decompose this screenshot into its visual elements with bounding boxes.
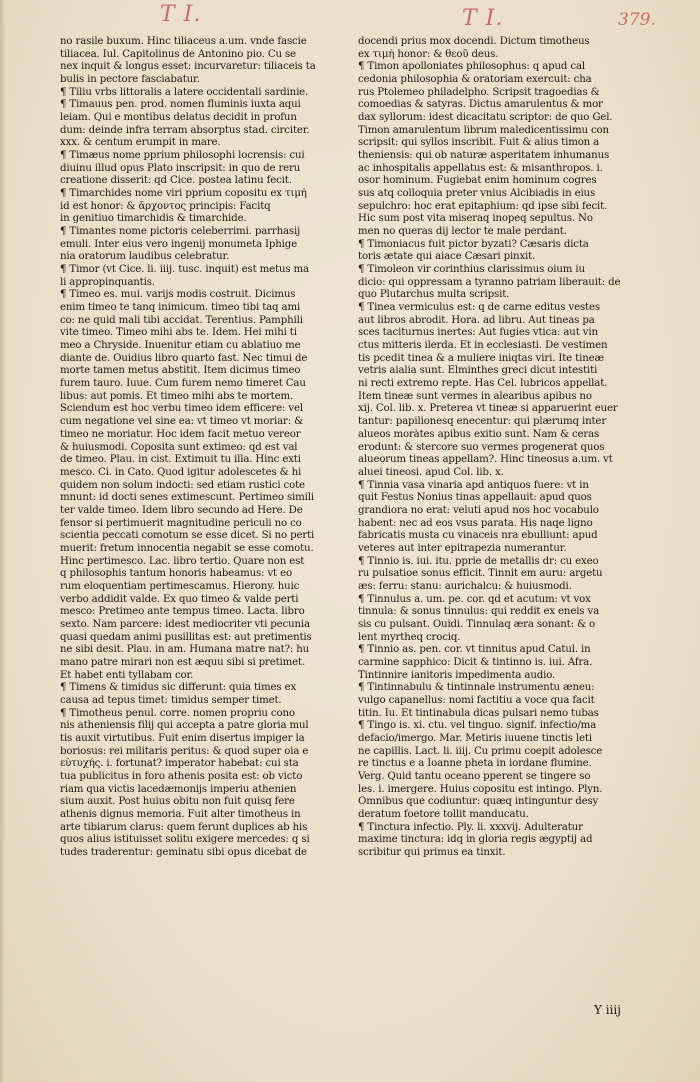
text-line: vulgo capanellus: nomi factitiu a voce qua facit [358, 694, 595, 706]
text-line: mano patre mirari non est æquu sibi si pretimet. [60, 656, 306, 668]
text-line: ¶ Timens & timidus sic differunt: quia times ex [60, 682, 297, 694]
text-line: ¶ Timauus pen. prod. nomen fluminis iuxta aqui [60, 99, 301, 111]
text-line: ne sibi desit. Plau. in am. Humana matre nat?: hu [60, 644, 310, 656]
text-line: bulis in pectore fasciabatur. [60, 74, 200, 86]
text-line: sexto. Nam parcere: idest mediocriter vti pecunia [60, 618, 310, 630]
running-head-right: T I. [462, 6, 504, 31]
text-line: ex τιμή honor: & θεοῦ deus. [358, 48, 499, 60]
text-line: ¶ Tinnia vasa vinaria apd antiquos fuere: vt in [358, 479, 589, 491]
text-line: sium auxit. Post huius obitu non fuit quisq fere [60, 796, 295, 808]
text-line: defacio/imergo. Mar. Metiris iuuene tinctis leti [358, 732, 592, 744]
text-column-left [60, 36, 332, 860]
text-line: leiam. Qui e montibus delatus decidit in profun [60, 112, 297, 124]
text-line: maxime tinctura: idq in gloria regis ægyptij ad [358, 834, 593, 846]
text-line: ¶ Tinctura infectio. Ply. li. xxxvij. Adulteratur [358, 821, 583, 833]
folio-number: 379. [618, 10, 656, 30]
text-line: Omnibus que codiuntur: quæq intinguntur desy [358, 796, 599, 808]
text-line: scientia peccati comotum se esse dicet. Si no perti [60, 530, 315, 542]
text-line: nex inquit & longus esset: incurvaretur: tiliaceis ta [60, 61, 316, 73]
text-line: fabricatis musta cu vinaceis nra ebulliunt: apud [358, 530, 598, 542]
text-line: les. i. imergere. Huius copositu est intingo. Plyn. [358, 783, 603, 795]
text-line: enim timeo te tanq inimicum. timeo tibi taq ami [60, 302, 301, 314]
text-line: sis cu pulsant. Ouidi. Tinnulaq æra sonant: & o [358, 618, 595, 630]
text-line: ru pulsatioe sonus efficit. Tinnit em auru: argetu [358, 568, 603, 580]
text-line: quos alius istituisset solitu exigere mercedes: q si [60, 834, 310, 846]
text-line: ¶ Timor (vt Cice. li. iiij. tusc. inquit) est metus ma [60, 264, 309, 276]
text-line: tis auxit virtutibus. Fuit enim disertus impiger la [60, 732, 305, 744]
text-line: sces taciturnus inertes: Aut fugies vtica: aut vin [358, 327, 598, 339]
text-line: scribitur qui primus ea tinxit. [358, 847, 506, 858]
text-line: quidem non solum indocti: sed etiam rustici cote [60, 479, 305, 491]
text-line: tiliacea. Iul. Capitolinus de Antonino pio. Cu se [60, 48, 296, 60]
text-line: tinnula: & sonus tinnulus: qui reddit ex eneis va [358, 606, 599, 618]
text-line: veteres aut inter epitrapezia numerantur. [358, 542, 567, 554]
text-line: toris ætate qui aiace Cæsari pinxit. [358, 251, 536, 263]
text-line: furem tauro. Iuue. Cum furem nemo timeret Cau [60, 378, 306, 390]
text-line: alueorum tineas appellam?. Hinc tineosus a.um. vt [358, 454, 613, 466]
text-line: Tintinnire ianitoris impedimenta audio. [358, 669, 556, 681]
text-line: ¶ Timoleon vir corinthius clarissimus oium iu [358, 264, 585, 276]
signature-mark: Y iiij [594, 1003, 621, 1017]
text-line: diuinu illud opus Plato inscripsit: in quo de reru [60, 162, 301, 174]
text-line: habent: nec ad eos vsus parata. His naqe ligno [358, 517, 593, 529]
text-line: ¶ Tiliu vrbs littoralis a latere occidentali sardinie. [60, 86, 309, 98]
text-line: li appropinquantis. [60, 276, 155, 288]
text-line: tua publicitus in foro athenis posita est: ob victo [60, 770, 303, 782]
text-line: arte tibiarum clarus: quem ferunt duplices ab his [60, 821, 308, 833]
text-line: q philosophis tantum honoris habeamus: vt eo [60, 568, 292, 580]
text-line: ¶ Tinea vermiculus est: q de carne editus vestes [358, 302, 600, 314]
text-line: rum eloquentiam pertimescamus. Hierony. huic [60, 580, 300, 592]
text-line: in genitiuo timarchidis & timarchide. [60, 213, 247, 225]
text-line: theniensis: qui ob naturæ asperitatem inhumanus [358, 150, 610, 162]
text-line: vetris aialia sunt. Elminthes greci dicut intestiti [358, 365, 598, 377]
text-line: comoedias & satyras. Dictus amarulentus & mor [358, 99, 603, 111]
text-line: osor hominum. Fugiebat enim hominum cogres [358, 175, 597, 187]
text-line: mesco: Pretimeo ante tempus timeo. Lacta. libro [60, 606, 305, 618]
text-line: Timon amarulentum librum maledicentissimu con [358, 124, 609, 136]
text-line: cum negatione vel sine ea: vt timeo vt moriar: & [60, 416, 304, 428]
text-line: nia oratorum laudibus celebratur. [60, 251, 230, 263]
text-line: riam qua victis lacedæmonijs imperiu athenien [60, 783, 297, 795]
text-line: docendi prius mox docendi. Dictum timotheus [358, 36, 590, 47]
text-line: Sciendum est hoc verbu timeo idem efficere: vel [60, 403, 303, 415]
text-line: ¶ Tintinnabulu & tintinnale instrumentu æneu: [358, 682, 595, 694]
text-line: creatione disserit: qd Cice. postea latinu fecit. [60, 175, 292, 187]
text-line: æs: ferru: stanu: aurichalcu: & huiusmodi. [358, 580, 572, 592]
text-line: ac inhospitalis appellatus est: & misanthropos. i. [358, 162, 603, 174]
text-column-right [358, 36, 630, 860]
text-line: ¶ Timeo es. mui. varijs modis costruit. Dicimus [60, 289, 296, 301]
text-line: ¶ Timantes nome pictoris celeberrimi. parrhasij [60, 226, 301, 238]
text-line: ¶ Timon apolloniates philosophus: q apud cal [358, 61, 585, 73]
text-line: Et habet enti tyllabam cor. [60, 669, 194, 681]
text-line: id est honor: & ἄρχοντος principis: Facitq [60, 200, 271, 212]
text-line: Hinc pertimesco. Lac. libro tertio. Quare non est [60, 555, 305, 567]
text-line: verbo addidit valde. Ex quo timeo & valde perti [60, 593, 299, 605]
text-line: rus Ptolemeo philadelpho. Scripsit tragoedias & [358, 86, 600, 98]
text-line: muerit: fretum innocentia negabit se esse comotu. [60, 542, 314, 554]
text-line: lent myrtheq crociq. [358, 631, 461, 643]
text-line: ¶ Timæus nome pprium philosophi locrensis: cui [60, 150, 305, 162]
text-line: Hic sum post vita miseraq inopeq sepultus. No [358, 213, 593, 225]
text-line: tis pcedit tinea & a muliere iniqtas viri. Ite tineæ [358, 352, 604, 364]
text-line: ¶ Timoniacus fuit pictor byzati? Cæsaris dicta [358, 238, 589, 250]
text-line: co: ne quid mali tibi accidat. Terentius. Pamphili [60, 314, 303, 326]
text-line: ¶ Tinnulus a. um. pe. cor. qd et acutum: vt vox [358, 593, 591, 605]
text-line: ni recti extremo repte. Has Cel. lubricos appellat. [358, 378, 608, 390]
text-line: εὐτυχής. i. fortunat? imperator habebat: cui sta [60, 758, 299, 770]
text-line: ctus mitteris ilerda. Et in ecclesiasti. De vestimen [358, 340, 608, 352]
text-line: carmine sapphico: Dicit & tintinno is. iui. Afra. [358, 656, 593, 668]
text-line: men no queras dij lector te male perdant. [358, 226, 567, 238]
text-line: & huiusmodi. Coposita sunt extimeo: qd est val [60, 441, 298, 453]
text-line: quit Festus Nonius tinas appellauit: apud quos [358, 492, 592, 504]
text-line: aluei tineosi. apud Col. lib. x. [358, 466, 504, 478]
text-line: mesco. Ci. in Cato. Quod igitur adolescetes & hi [60, 466, 302, 478]
text-line: fensor si pertimuerit magnitudine periculi no co [60, 517, 302, 529]
text-line: sepulchro: hoc erat epitaphium: qd ipse sibi fecit. [358, 200, 608, 212]
text-line: xij. Col. lib. x. Preterea vt tineæ si apparuerint euer [358, 403, 618, 415]
text-line: xxx. & centum erumpit in mare. [60, 137, 221, 149]
text-line: titin. Iu. Et tintinabula dicas pulsari nemo tubas [358, 707, 599, 719]
text-line: causa ad tepus timet: timidus semper timet. [60, 694, 282, 706]
text-line: alueos moràtes apibus exitio sunt. Nam & ceras [358, 428, 600, 440]
text-line: dicio: qui oppressam a tyranno patriam liberauit: de [358, 276, 621, 288]
text-line: libus: aut pomis. Et timeo mihi abs te mortem. [60, 390, 294, 402]
text-line: tudes traderentur: geminatu sibi opus dicebat de [60, 847, 307, 858]
text-line: dax syllorum: idest dicacitatu scriptor: de quo Gel. [358, 112, 613, 124]
text-line: timeo ne moriatur. Hoc idem facit metuo vereor [60, 428, 301, 440]
text-line: de timeo. Plau. in cist. Extimuit tu illa. Hinc exti [60, 454, 301, 466]
text-line: emuli. Inter eius vero ingenij monumeta Iphige [60, 238, 298, 250]
text-line: scripsit: qui syllos inscribit. Fuit & alius timon a [358, 137, 600, 149]
text-line: nis atheniensis filij qui accepta a patre gloria mul [60, 720, 309, 732]
text-line: erodunt: & stercore suo vermes progenerat quos [358, 441, 605, 453]
text-line: boriosus: rei militaris peritus: & quod super oia e [60, 745, 309, 757]
text-line: ne capillis. Lact. li. iiij. Cu primu coepit adolesce [358, 745, 603, 757]
text-line: ¶ Tinnio as. pen. cor. vt tinnitus apud Catul. in [358, 644, 591, 656]
text-line: athenis dignus memoria. Fuit alter timotheus in [60, 808, 301, 820]
text-line: ¶ Tingo is. xi. ctu. vel tinguo. signif. infectio/ma [358, 720, 597, 732]
text-line: tantur: papilionesq enecentur: qui plærumq inter [358, 416, 607, 428]
text-line: dum: deinde infra terram absorptus stad. circiter. [60, 124, 310, 136]
text-line: diante de. Ouidius libro quarto fast. Nec timui de [60, 352, 308, 364]
text-line: ¶ Tinnio is. iui. itu. pprie de metallis dr: cu exeo [358, 555, 599, 567]
text-line: quasi quedam animi pusillitas est: aut pretimentis [60, 631, 312, 643]
text-line: Verg. Quid tantu oceano pperent se tingere so [358, 770, 591, 782]
text-line: ¶ Timotheus penul. corre. nomen propriu cono [60, 707, 295, 719]
text-line: mnunt: id docti senes extimescunt. Pertimeo simili [60, 492, 314, 504]
text-line: grandiora no erat: veluti apud nos hoc vocabulo [358, 504, 599, 516]
text-line: ter valde timeo. Idem libro secundo ad Here. De [60, 504, 303, 516]
text-line: no rasile buxum. Hinc tiliaceus a.um. vnde fascie [60, 36, 307, 47]
text-line: morte tamen metus abstitit. Item dicimus timeo [60, 365, 301, 377]
text-line: meo a Chryside. Inuenitur etiam cu ablatiuo me [60, 340, 301, 352]
text-line: re tinctus e a Ioanne pheta in iordane flumine. [358, 758, 592, 770]
text-line: cedonia philosophia & oratoriam exercuit: cha [358, 74, 592, 86]
running-head-left: T I. [160, 2, 202, 27]
text-line: vite timeo. Timeo mihi abs te. Idem. Hei mihi ti [60, 327, 297, 339]
text-line: deratum foetore tollit manducatu. [358, 808, 529, 820]
text-line: Item tineæ sunt vermes in alearibus apibus no [358, 390, 592, 402]
page-gutter-edge [0, 0, 6, 1082]
text-line: aut libros abrodit. Hora. ad libru. Aut tineas pa [358, 314, 595, 326]
text-line: quo Plutarchus multa scripsit. [358, 289, 510, 301]
text-line: ¶ Timarchides nome viri pprium copositu ex τιμή [60, 188, 307, 200]
text-line: sus atq colloquia preter vnius Alcibiadis in eius [358, 188, 596, 200]
